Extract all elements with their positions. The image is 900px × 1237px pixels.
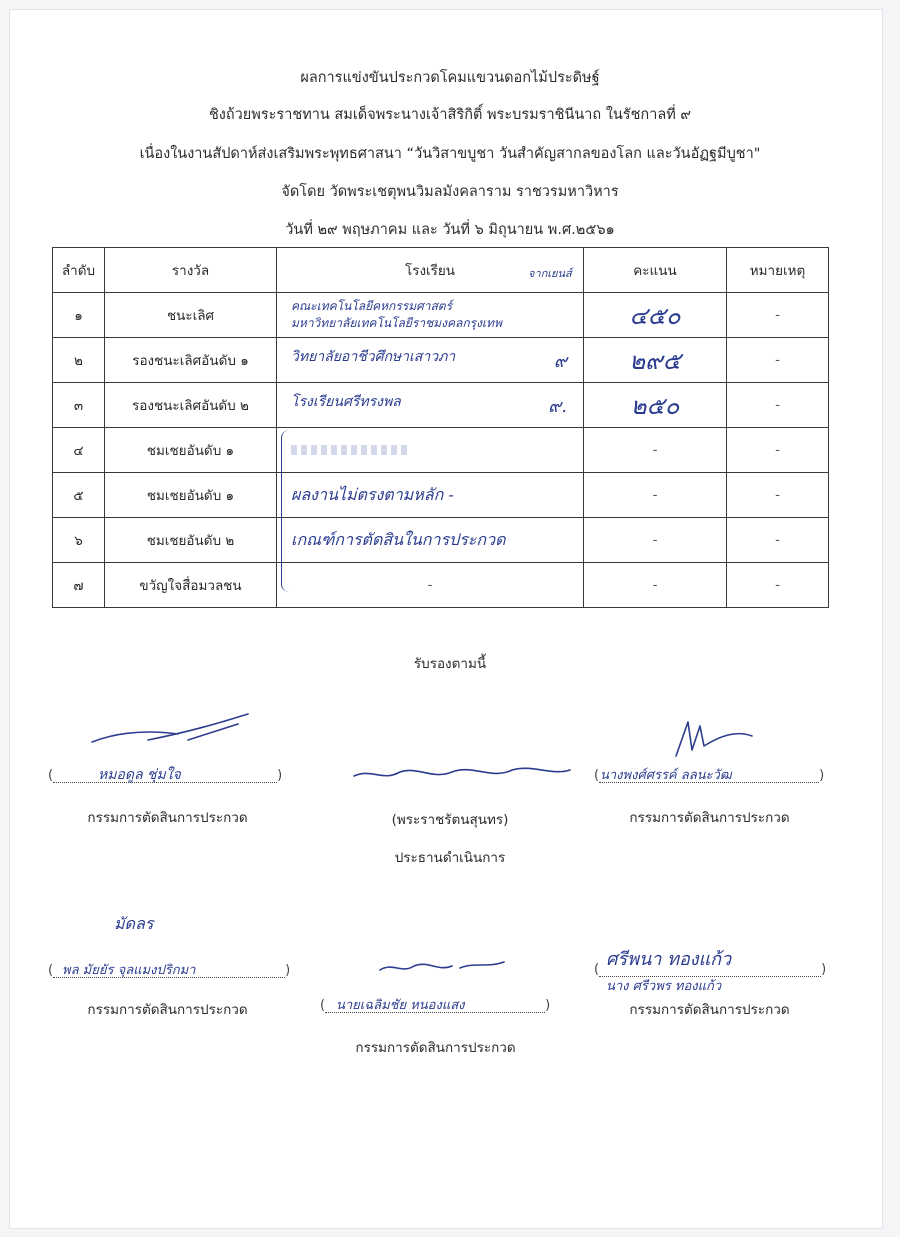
- signature-line: ( ): [320, 998, 551, 1013]
- cell-award: ชนะเลิศ: [105, 293, 277, 338]
- signer-name: นาง ศรีวพร ทองแก้ว: [606, 979, 722, 994]
- cell-award: รองชนะเลิศอันดับ ๑: [105, 338, 277, 383]
- cell-note: -: [727, 473, 829, 518]
- school-line-2: มหาวิทยาลัยเทคโนโลยีราชมงคลกรุงเทพ: [291, 316, 502, 330]
- cell-score: ๒๕๐: [584, 383, 727, 428]
- signer-role: กรรมการตัดสินการประกวด: [87, 1002, 248, 1018]
- signer-name: นางพงศ์ศรรค์ ลลนะวัฒ: [600, 768, 732, 783]
- cell-award: รองชนะเลิศอันดับ ๒: [105, 383, 277, 428]
- cell-order: ๔: [53, 428, 105, 473]
- cell-school: -: [277, 563, 584, 608]
- signature-line: ( ): [48, 768, 283, 783]
- cell-note: -: [727, 293, 829, 338]
- signature-scribble: [352, 762, 572, 786]
- signature-scribble: [378, 958, 508, 978]
- certify-text: รับรองตามนี้: [413, 656, 487, 672]
- handwritten-header-note: จากเยนส์: [528, 267, 572, 280]
- doc-title-line-2: ชิงถ้วยพระราชทาน สมเด็จพระนางเจ้าสิริกิติ์ พระบรมราชินีนาถ ในรัชกาลที่ ๙: [208, 107, 692, 123]
- col-header-award: รางวัล: [105, 248, 277, 293]
- cell-order: ๕: [53, 473, 105, 518]
- table-row: [53, 428, 829, 473]
- table-row: [53, 473, 829, 518]
- cell-score: ๒๙๕: [584, 338, 727, 383]
- signer-signature-text: ศรีพนา ทองแก้ว: [606, 949, 732, 970]
- signer-role-center: ประธานดำเนินการ: [394, 850, 506, 866]
- cell-order: ๗: [53, 563, 105, 608]
- col-header-note: หมายเหตุ: [727, 248, 829, 293]
- doc-title-line-1: ผลการแข่งขันประกวดโคมแขวนดอกไม้ประดิษฐ์: [300, 70, 600, 86]
- table-row: [53, 338, 829, 383]
- cell-note: -: [727, 518, 829, 563]
- results-table: [52, 247, 829, 608]
- cell-note: -: [727, 383, 829, 428]
- signer-initial: มัดลร: [114, 914, 154, 933]
- cell-award: ชมเชยอันดับ ๑: [105, 428, 277, 473]
- signer-name: พล มัยยัร จุลแมงปริกมา: [62, 963, 196, 978]
- cell-school: [277, 293, 584, 338]
- signer-role: กรรมการตัดสินการประกวด: [355, 1040, 516, 1056]
- cell-note: -: [727, 338, 829, 383]
- cell-school: ผลงานไม่ตรงตามหลัก -: [277, 473, 584, 518]
- handwritten-brace: [281, 430, 292, 592]
- cell-award: ชมเชยอันดับ ๒: [105, 518, 277, 563]
- signer-role: กรรมการตัดสินการประกวด: [87, 810, 248, 826]
- signature-line: ( ): [594, 962, 827, 977]
- cell-score: -: [584, 473, 727, 518]
- cell-score: ๔๕๐: [584, 293, 727, 338]
- col-header-order: ลำดับ: [53, 248, 105, 293]
- cell-order: ๑: [53, 293, 105, 338]
- signature-scribble: [670, 716, 760, 764]
- table-row: [53, 293, 829, 338]
- signer-role: กรรมการตัดสินการประกวด: [629, 1002, 790, 1018]
- cell-note: -: [727, 428, 829, 473]
- signer-role: กรรมการตัดสินการประกวด: [629, 810, 790, 826]
- table-row: [53, 563, 829, 608]
- cell-score: -: [584, 563, 727, 608]
- cell-school: [277, 338, 584, 383]
- table-row: [53, 383, 829, 428]
- col-header-score: คะแนน: [584, 248, 727, 293]
- cell-order: ๒: [53, 338, 105, 383]
- cell-award: ขวัญใจสื่อมวลชน: [105, 563, 277, 608]
- cell-score: -: [584, 428, 727, 473]
- doc-organizer-line: จัดโดย วัดพระเชตุพนวิมลมังคลาราม ราชวรมหาวิหาร: [281, 184, 619, 200]
- school-line-1: คณะเทคโนโลยีคหกรรมศาสตร์: [291, 299, 453, 313]
- signer-name: นายเฉลิมชัย หนองแสง: [336, 998, 465, 1013]
- signature-scribble: [88, 710, 258, 750]
- table-row: [53, 518, 829, 563]
- doc-date-line: วันที่ ๒๙ พฤษภาคม และ วันที่ ๖ มิถุนายน พ.ศ.๒๕๖๑: [285, 222, 615, 238]
- school-name: วิทยาลัยอาชีวศึกษาเสาวภา: [291, 348, 456, 365]
- cell-order: ๖: [53, 518, 105, 563]
- table-header-row: [53, 248, 829, 293]
- cell-score: -: [584, 518, 727, 563]
- signer-name-center: (พระราชรัตนสุนทร): [391, 812, 509, 828]
- col-header-school: โรงเรียน: [277, 248, 584, 293]
- signature-line: ( ): [594, 768, 825, 783]
- school-mark: ๙.: [548, 395, 567, 417]
- cell-award: ชมเชยอันดับ ๑: [105, 473, 277, 518]
- signature-line: ( ): [48, 963, 291, 978]
- school-mark: ๙: [553, 350, 567, 372]
- signer-name: หมอดูล ชุ่มใจ: [98, 767, 181, 783]
- cell-order: ๓: [53, 383, 105, 428]
- cell-note: -: [727, 563, 829, 608]
- faded-scribble: [291, 445, 411, 455]
- school-name: โรงเรียนศรีทรงพล: [291, 393, 401, 410]
- doc-title-line-3: เนื่องในงานสัปดาห์ส่งเสริมพระพุทธศาสนา “วันวิสาขบูชา วันสำคัญสากลของโลก และวันอัฏฐมีบูชา": [139, 146, 761, 162]
- cell-school: [277, 383, 584, 428]
- cell-school: [277, 428, 584, 473]
- cell-school: เกณฑ์การตัดสินในการประกวด: [277, 518, 584, 563]
